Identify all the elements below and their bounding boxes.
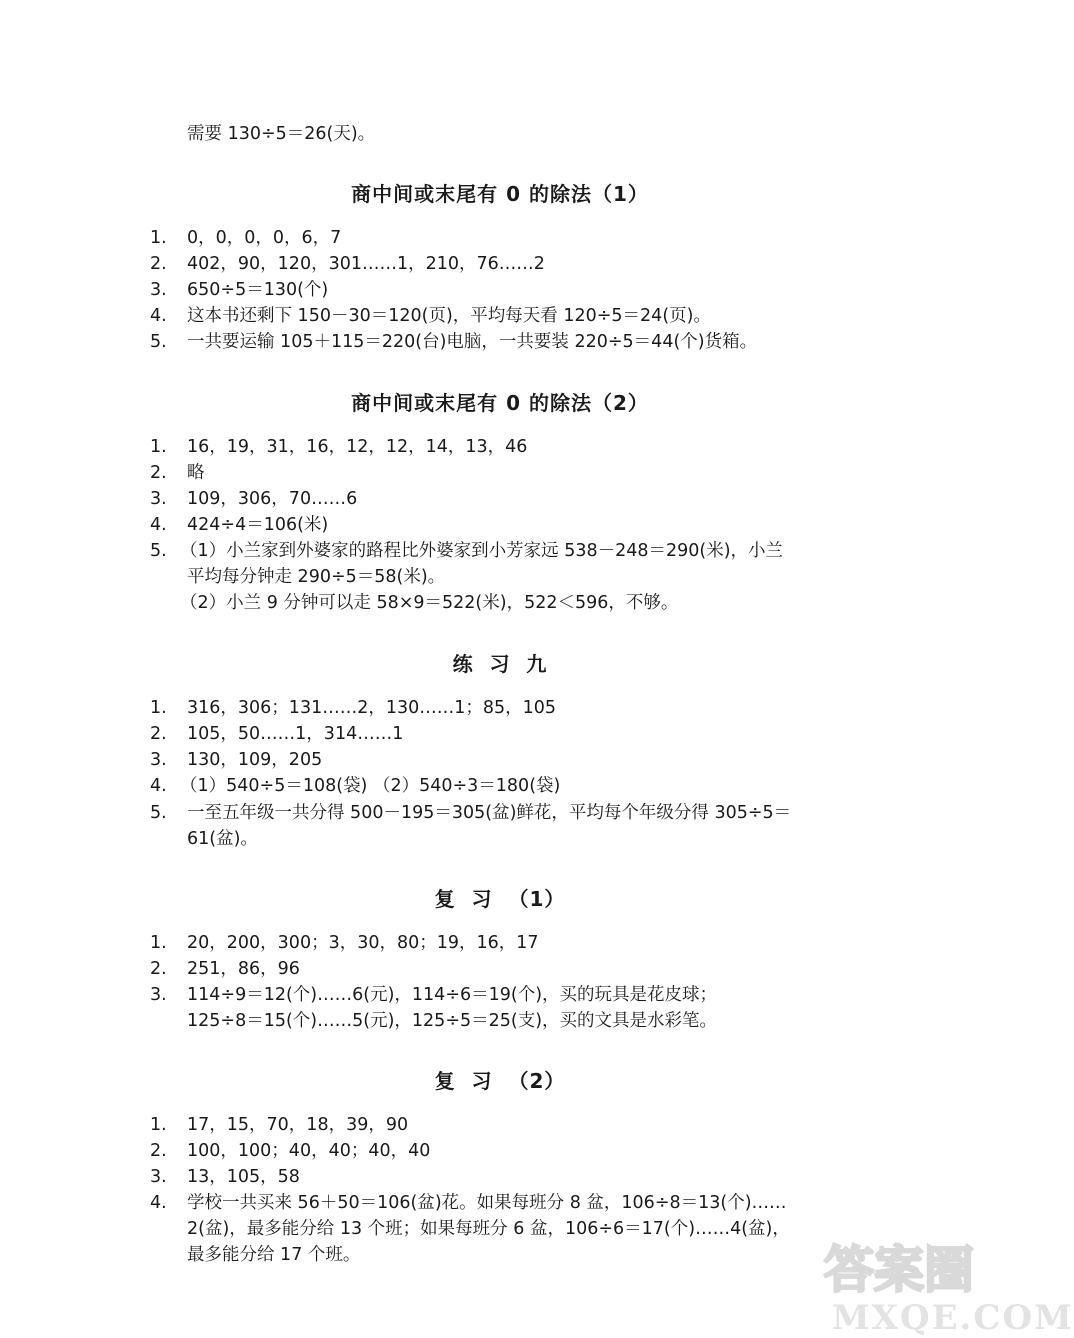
item-text: 130，109，205 [187, 750, 323, 770]
item-text: 0，0，0，0，6，7 [187, 228, 342, 248]
item-text: 一至五年级一共分得 500－195＝305(盆)鲜花，平均每个年级分得 305÷5＝ [187, 803, 792, 823]
item-text: 109，306，70……6 [187, 489, 358, 509]
item-number: 1. [150, 933, 167, 953]
item-text-continued: 最多能分给 17 个班。 [187, 1245, 361, 1265]
item-number: 3. [150, 489, 167, 509]
item-text: 这本书还剩下 150－30＝120(页)，平均每天看 120÷5＝24(页)。 [187, 306, 711, 326]
item-number: 2. [150, 959, 167, 979]
item-text: 100，100；40，40；40，40 [187, 1141, 431, 1161]
item-text-continued: 平均每分钟走 290÷5＝58(米)。 [187, 567, 446, 587]
section-title-3: 练 习 九 [452, 652, 548, 676]
item-text: 316，306；131……2，130……1；85，105 [187, 698, 557, 718]
section-title-1: 商中间或末尾有 0 的除法（1） [351, 182, 649, 206]
item-number: 4. [150, 1193, 167, 1213]
section-title-4: 复 习 （1） [434, 887, 566, 911]
item-number: 4. [150, 776, 167, 796]
item-text: 17，15，70，18，39，90 [187, 1115, 409, 1135]
item-text: 114÷9＝12(个)……6(元)，114÷6＝19(个)，买的玩具是花皮球； [187, 985, 718, 1005]
watermark-site: MXQE.COM [832, 1298, 1074, 1338]
item-number: 3. [150, 1167, 167, 1187]
item-text-continued: （2）小兰 9 分钟可以走 58×9＝522(米)，522＜596，不够。 [180, 593, 679, 613]
item-text: 105，50……1，314……1 [187, 724, 404, 744]
item-number: 3. [150, 750, 167, 770]
item-number: 5. [150, 803, 167, 823]
item-text: 学校一共买来 56＋50＝106(盆)花。如果每班分 8 盆，106÷8＝13(个)…… [187, 1193, 787, 1213]
item-number: 3. [150, 985, 167, 1005]
section-title-2: 商中间或末尾有 0 的除法（2） [351, 391, 649, 415]
item-number: 3. [150, 280, 167, 300]
item-number: 2. [150, 1141, 167, 1161]
item-number: 2. [150, 463, 167, 483]
section-title-5: 复 习 （2） [434, 1069, 566, 1093]
item-text: 13，105，58 [187, 1167, 300, 1187]
item-text: 251，86，96 [187, 959, 300, 979]
item-number: 5. [150, 332, 167, 352]
item-text: 402，90，120，301……1，210，76……2 [187, 254, 545, 274]
item-text: 16，19，31，16，12，12，14，13，46 [187, 437, 528, 457]
item-text-continued: 2(盆)，最多能分给 13 个班；如果每班分 6 盆，106÷6＝17(个)……4(盆)， [187, 1219, 790, 1239]
item-number: 2. [150, 254, 167, 274]
item-number: 1. [150, 698, 167, 718]
item-number: 4. [150, 515, 167, 535]
item-number: 1. [150, 437, 167, 457]
item-number: 5. [150, 541, 167, 561]
item-text: 一共要运输 105＋115＝220(台)电脑，一共要装 220÷5＝44(个)货箱。 [187, 332, 758, 352]
watermark-logo-text: 答案圈 [824, 1241, 974, 1299]
item-text: （1）小兰家到外婆家的路程比外婆家到小芳家远 538－248＝290(米)，小兰 [180, 541, 784, 561]
item-text: 略 [187, 463, 205, 483]
item-number: 1. [150, 228, 167, 248]
item-number: 1. [150, 1115, 167, 1135]
item-text-continued: 61(盆)。 [187, 829, 258, 849]
item-number: 4. [150, 306, 167, 326]
item-text: 424÷4＝106(米) [187, 515, 329, 535]
item-text: 650÷5＝130(个) [187, 280, 329, 300]
item-text: 20，200，300；3，30，80；19，16，17 [187, 933, 539, 953]
item-text: （1）540÷5＝108(袋) （2）540÷3＝180(袋) [180, 776, 561, 796]
intro-line: 需要 130÷5＝26(天)。 [187, 124, 376, 144]
item-number: 2. [150, 724, 167, 744]
item-text-continued: 125÷8＝15(个)……5(元)，125÷5＝25(支)，买的文具是水彩笔。 [187, 1011, 718, 1031]
